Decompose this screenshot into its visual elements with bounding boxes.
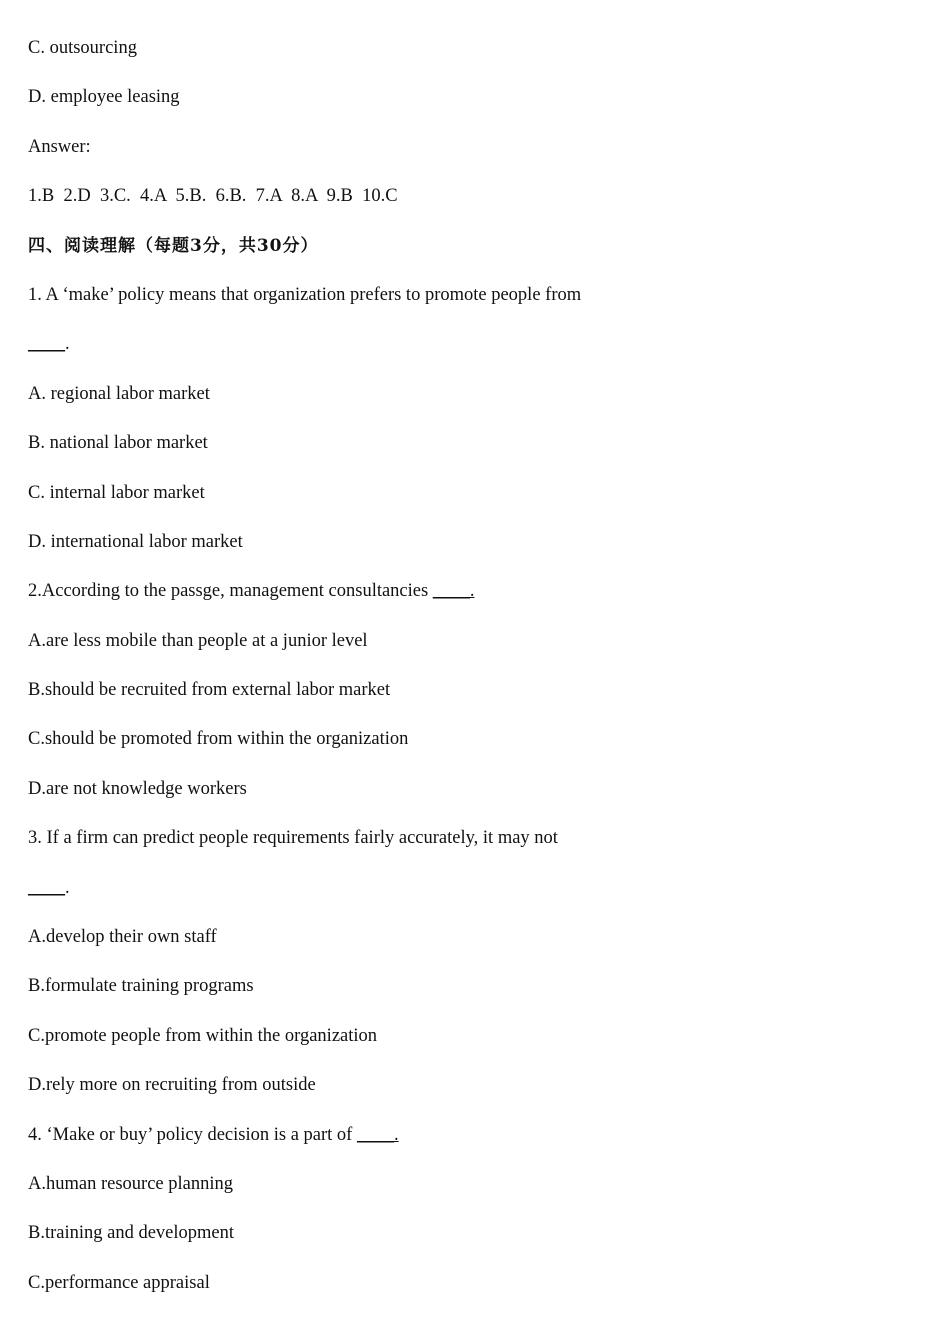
question-4-option-b: B.training and development	[28, 1223, 235, 1244]
option-d-employee-leasing: D. employee leasing	[28, 87, 180, 108]
question-1-stem: 1. A ‘make’ policy means that organization prefers to promote people from	[28, 284, 582, 305]
question-4-text: 4. ‘Make or buy’ policy decision is a part of	[28, 1124, 357, 1145]
document-page	[28, 36, 908, 1320]
answer-blank: ____.	[356, 1124, 399, 1145]
answer-label: Answer:	[28, 136, 91, 157]
question-1-blank-line	[28, 332, 908, 381]
question-4-option-c: C.performance appraisal	[28, 1272, 210, 1293]
question-1-option-b: B. national labor market	[28, 433, 208, 454]
question-2-option-c: C.should be promoted from within the organization	[28, 729, 409, 750]
section-heading: 四、阅读理解（每题3分，共30分）	[28, 235, 319, 256]
question-4-stem	[28, 1123, 908, 1172]
question-3-option-c: C.promote people from within the organization	[28, 1025, 378, 1046]
period: .	[65, 334, 70, 355]
question-3-option-b: B.formulate training programs	[28, 976, 254, 997]
question-2-option-d: D.are not knowledge workers	[28, 778, 247, 799]
question-2-option-a: A.are less mobile than people at a junior level	[28, 630, 368, 651]
answer-blank: ____	[28, 334, 65, 355]
question-1-option-c: C. internal labor market	[28, 482, 205, 503]
answer-blank: ____.	[432, 581, 475, 602]
question-3-option-d: D.rely more on recruiting from outside	[28, 1075, 316, 1096]
question-2-text: 2.According to the passge, management consultancies	[28, 581, 433, 602]
question-4-option-a: A.human resource planning	[28, 1173, 233, 1194]
question-3-stem: 3. If a firm can predict people requirements fairly accurately, it may not	[28, 828, 558, 849]
answer-blank: ____	[28, 877, 65, 898]
question-2-stem	[28, 579, 908, 628]
question-3-blank-line	[28, 876, 908, 925]
option-c-outsourcing: C. outsourcing	[28, 38, 137, 58]
question-2-option-b: B.should be recruited from external labor market	[28, 680, 391, 701]
period: .	[65, 877, 70, 898]
question-1-option-a: A. regional labor market	[28, 383, 210, 404]
question-1-option-d: D. international labor market	[28, 531, 243, 552]
question-3-option-a: A.develop their own staff	[28, 927, 217, 948]
answer-key: 1.B 2.D 3.C. 4.A 5.B. 6.B. 7.A 8.A 9.B 10.C	[28, 186, 398, 207]
